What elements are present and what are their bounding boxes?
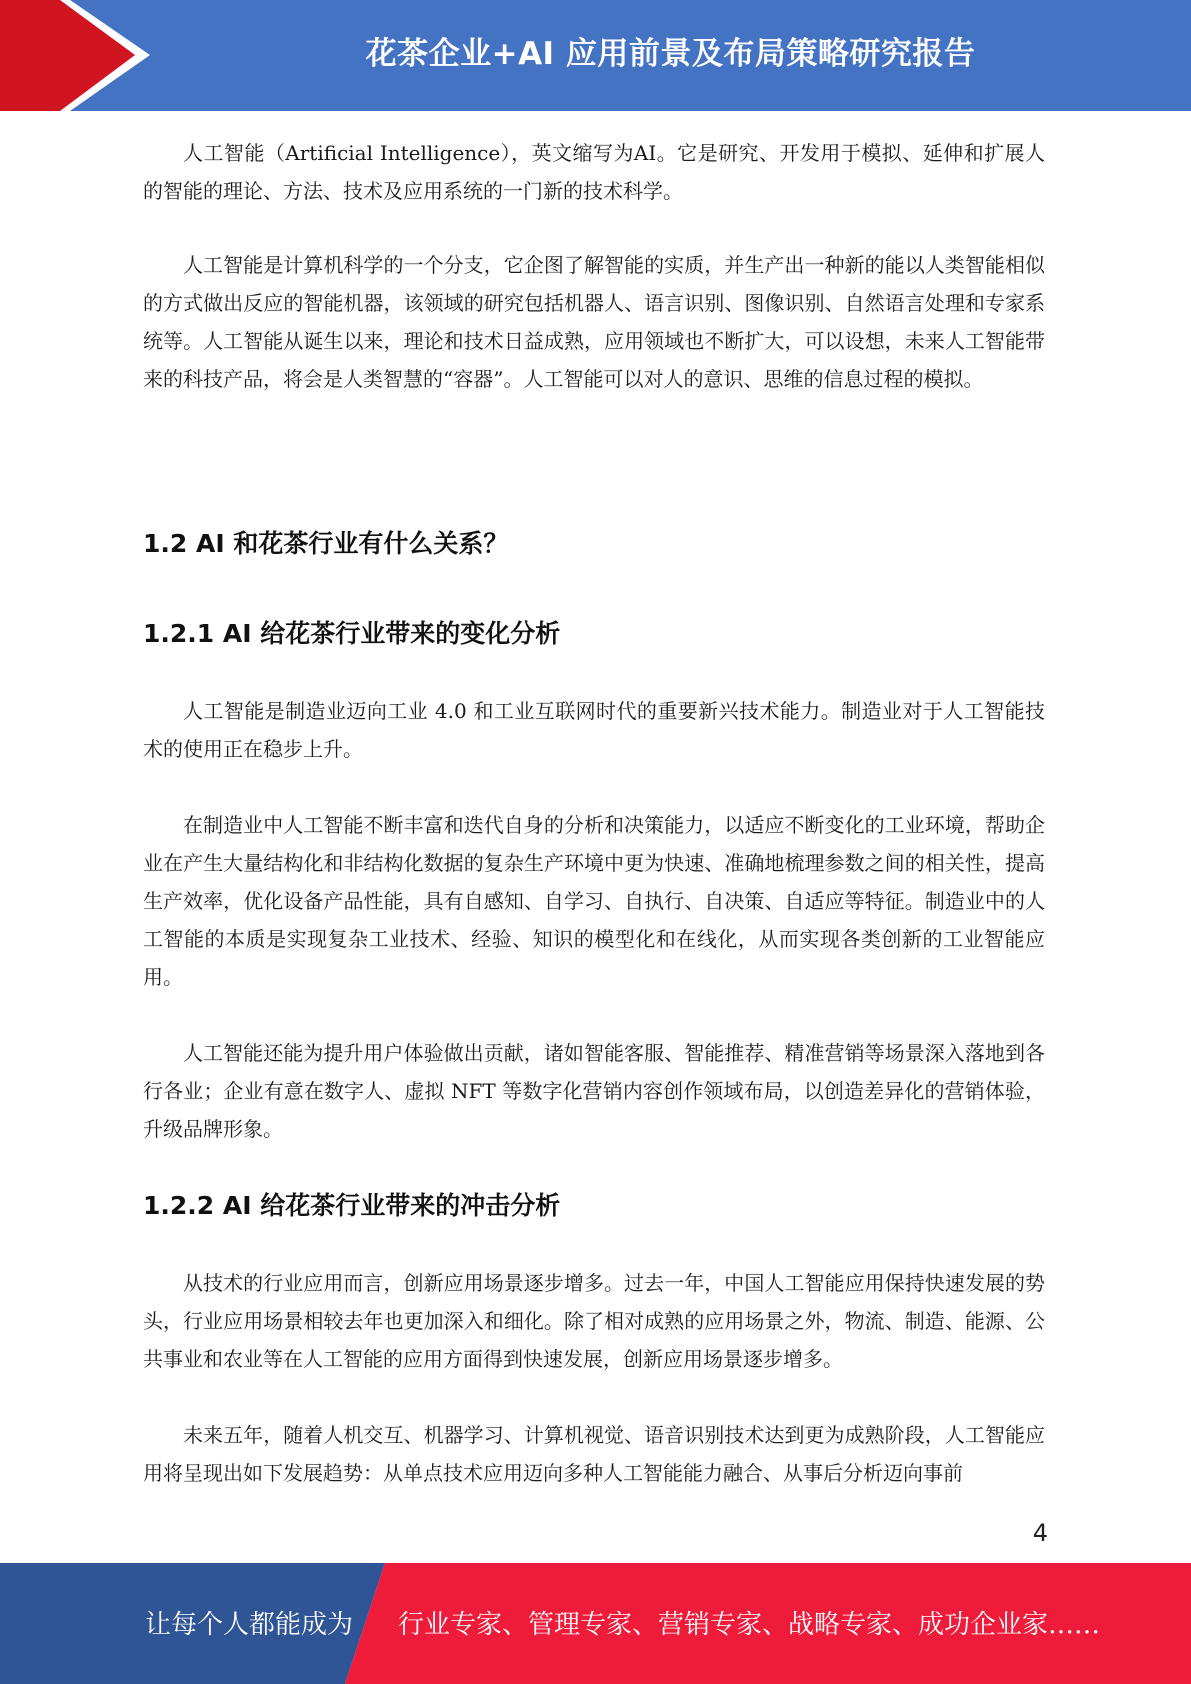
report-title: 花茶企业+AI 应用前景及布局策略研究报告 [365, 36, 976, 72]
paragraph-ai-branch: 人工智能是计算机科学的一个分支，它企图了解智能的实质，并生产出一种新的能以人类智能相似的方式做出反应的智能机器，该领域的研究包括机器人、语言识别、图像识别、自然语言处理和专家系统等。人工智能从诞生以来，理论和技术日益成熟，应用领域也不断扩大，可以设想，未来人工智能带来的科技产品，将会是人类智慧的“容器”。人工智能可以对人的意识、思维的信息过程的模拟。 [143, 253, 1045, 391]
paragraph-application-scenarios: 从技术的行业应用而言，创新应用场景逐步增多。过去一年，中国人工智能应用保持快速发展的势头，行业应用场景相较去年也更加深入和细化。除了相对成熟的应用场景之外，物流、制造、能源、公共事业和农业等在人工智能的应用方面得到快速发展，创新应用场景逐步增多。 [143, 1271, 1045, 1371]
section-heading-1-2-2: 1.2.2 AI 给花茶行业带来的冲击分析 [143, 1191, 561, 1220]
header-arrow-decoration [0, 0, 150, 111]
paragraph-manufacturing-ai: 在制造业中人工智能不断丰富和迭代自身的分析和决策能力，以适应不断变化的工业环境，帮助企业在产生大量结构化和非结构化数据的复杂生产环境中更为快速、准确地梳理参数之间的相关性，提高生产效率，优化设备产品性能，具有自感知、自学习、自执行、自决策、自适应等特征。制造业中的人工智能的本质是实现复杂工业技术、经验、知识的模型化和在线化，从而实现各类创新的工业智能应用。 [143, 813, 1045, 989]
section-heading-1-2: 1.2 AI 和花茶行业有什么关系？ [143, 529, 509, 558]
footer-slogan-left: 让每个人都能成为 [145, 1610, 354, 1640]
paragraph-industry-4: 人工智能是制造业迈向工业 4.0 和工业互联网时代的重要新兴技术能力。制造业对于人工智能技术的使用正在稳步上升。 [143, 699, 1045, 761]
paragraph-ai-definition: 人工智能（Artificial Intelligence），英文缩写为AI。它是研究、开发用于模拟、延伸和扩展人的智能的理论、方法、技术及应用系统的一门新的技术科学。 [143, 141, 1045, 203]
page-number: 4 [1032, 1519, 1048, 1547]
page-header [0, 0, 1191, 111]
paragraph-user-experience: 人工智能还能为提升用户体验做出贡献，诸如智能客服、智能推荐、精准营销等场景深入落地到各行各业；企业有意在数字人、虚拟 NFT 等数字化营销内容创作领域布局，以创造差异化的营销体验，升级品牌形象。 [143, 1041, 1045, 1141]
section-heading-1-2-1: 1.2.1 AI 给花茶行业带来的变化分析 [143, 619, 561, 648]
paragraph-future-trends: 未来五年，随着人机交互、机器学习、计算机视觉、语音识别技术达到更为成熟阶段，人工智能应用将呈现出如下发展趋势：从单点技术应用迈向多种人工智能能力融合、从事后分析迈向事前 [143, 1423, 1045, 1485]
footer-slogan-right: 行业专家、管理专家、营销专家、战略专家、成功企业家…… [398, 1610, 1101, 1640]
